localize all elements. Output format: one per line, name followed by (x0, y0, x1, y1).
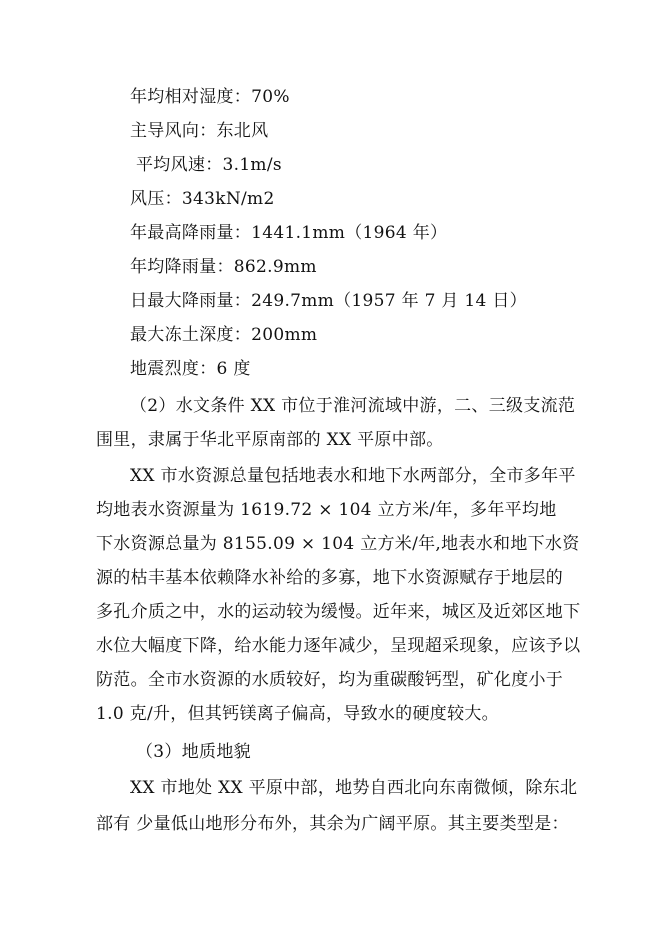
climate-wind-speed: 平均风速：3.1m/s (136, 155, 282, 175)
climate-max-frost-depth: 最大冻土深度：200mm (130, 325, 318, 345)
hydrology-paragraph-line: 源的枯丰基本依赖降水补给的多寡，地下水资源赋存于地层的 (96, 568, 564, 588)
hydrology-heading-line: 围里，隶属于华北平原南部的 XX 平原中部。 (96, 430, 444, 450)
geology-heading: （3）地质地貌 (136, 742, 251, 762)
hydrology-paragraph-line: 多孔介质之中，水的运动较为缓慢。近年来，城区及近郊区地下 (96, 602, 581, 622)
hydrology-paragraph-line: 水位大幅度下降，给水能力逐年减少，呈现超采现象，应该予以 (96, 636, 581, 656)
hydrology-paragraph-line: 1.0 克/升，但其钙镁离子偏高，导致水的硬度较大。 (96, 704, 499, 724)
hydrology-paragraph-line: 下水资源总量为 8155.09 × 104 立方米/年,地表水和地下水资 (96, 534, 580, 554)
geology-paragraph-line: 部有 少量低山地形分布外，其余为广阔平原。其主要类型是： (96, 814, 569, 834)
climate-avg-annual-rain: 年均降雨量：862.9mm (130, 257, 317, 277)
hydrology-paragraph-line: 均地表水资源量为 1619.72 × 104 立方米/年，多年平均地 (96, 500, 557, 520)
climate-max-annual-rain: 年最高降雨量：1441.1mm（1964 年） (130, 223, 448, 243)
climate-max-daily-rain: 日最大降雨量：249.7mm（1957 年 7 月 14 日） (130, 291, 527, 311)
climate-humidity: 年均相对湿度：70% (130, 87, 290, 107)
hydrology-paragraph-line: XX 市水资源总量包括地表水和地下水两部分，全市多年平 (130, 466, 576, 486)
hydrology-paragraph-line: 防范。全市水资源的水质较好，均为重碳酸钙型，矿化度小于 (96, 670, 564, 690)
climate-wind-pressure: 风压：343kN/m2 (130, 189, 275, 209)
hydrology-heading-line: （2）水文条件 XX 市位于淮河流域中游，二、三级支流范 (130, 396, 576, 416)
geology-paragraph-line: XX 市地处 XX 平原中部，地势自西北向东南微倾，除东北 (130, 778, 578, 798)
climate-wind-direction: 主导风向：东北风 (130, 121, 269, 141)
climate-seismic-intensity: 地震烈度：6 度 (130, 359, 251, 379)
